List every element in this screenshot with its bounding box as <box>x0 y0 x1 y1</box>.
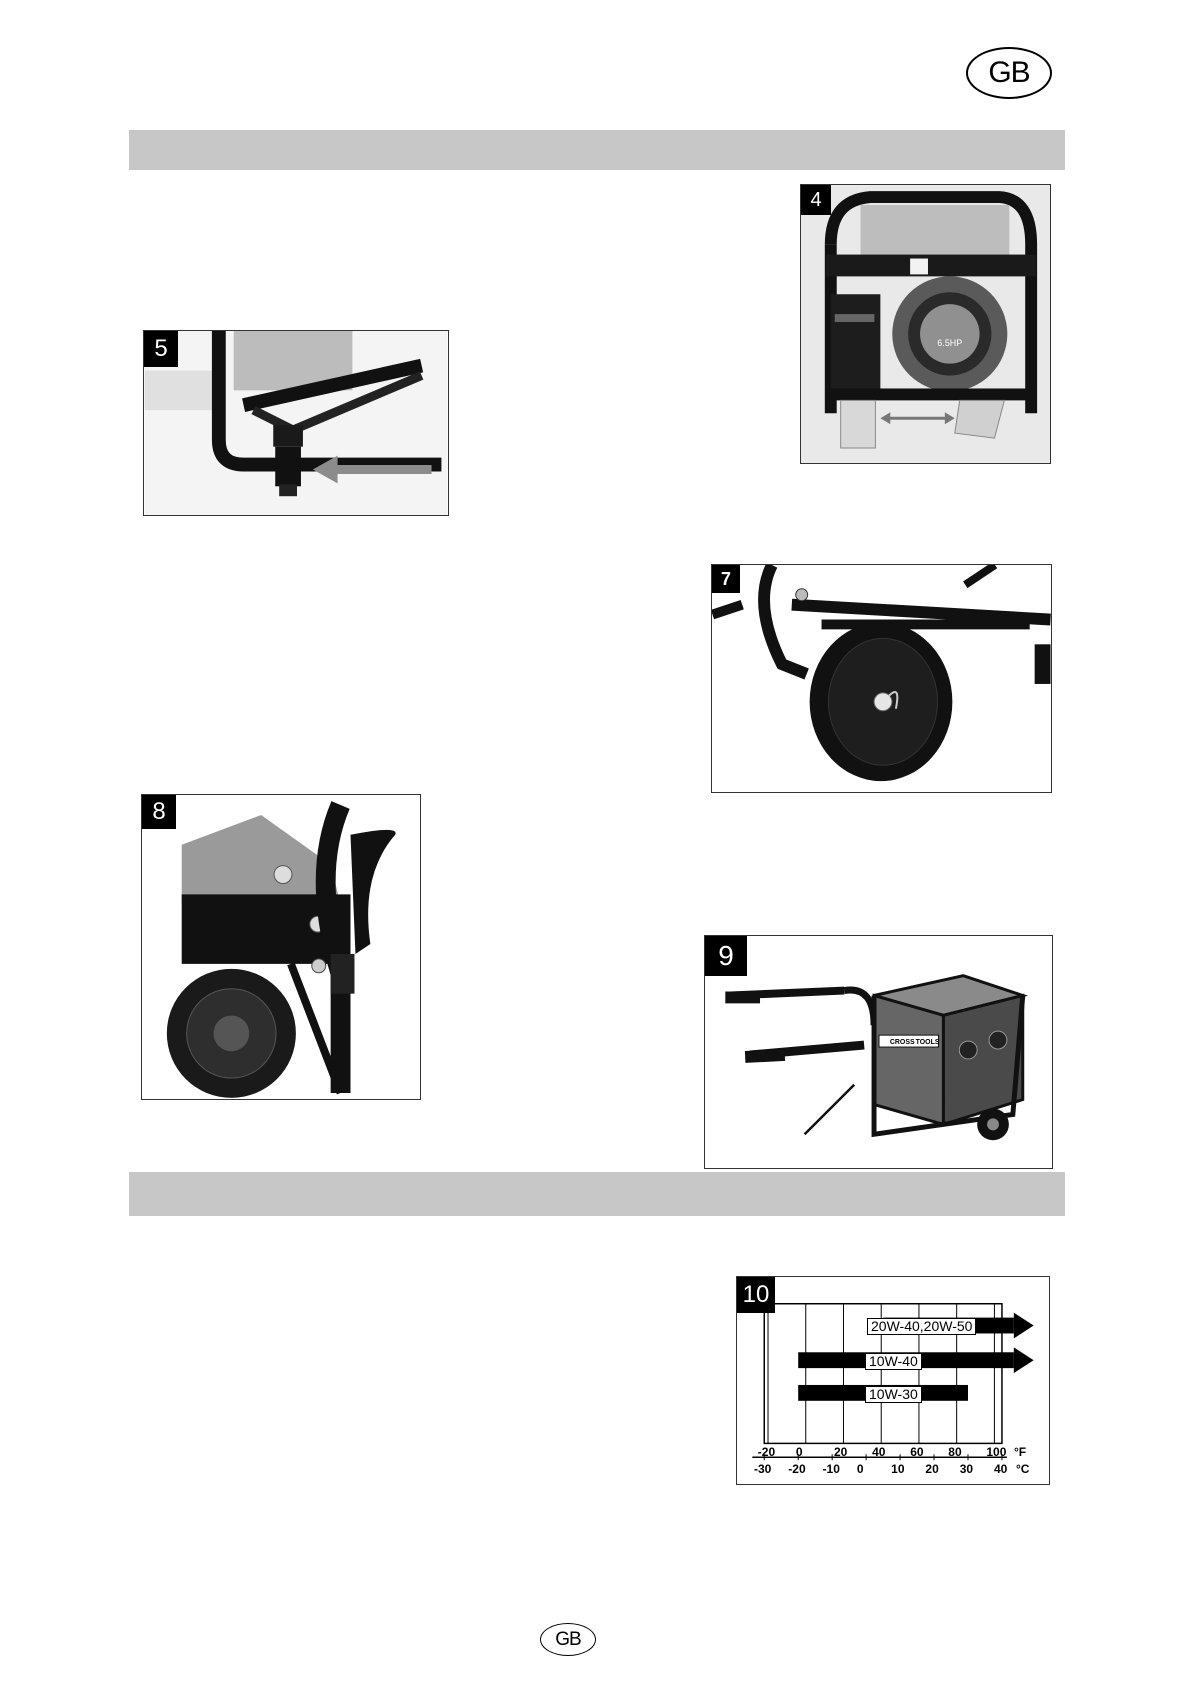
fahrenheit-tick-label: 0 <box>795 1445 803 1459</box>
section-header-bar <box>129 130 1065 170</box>
figure-number: 9 <box>705 936 747 976</box>
celsius-tick-label: 30 <box>959 1462 974 1476</box>
handle-mount-illustration <box>142 795 420 1099</box>
language-badge: GB <box>966 47 1052 99</box>
celsius-tick-label: -10 <box>822 1462 840 1476</box>
fahrenheit-tick-label: 20 <box>834 1445 848 1459</box>
figure-10-oil-viscosity-chart <box>736 1276 1050 1485</box>
celsius-tick-label: 10 <box>891 1462 905 1476</box>
figure-7-wheel <box>711 564 1052 793</box>
generator-front-illustration <box>801 185 1050 463</box>
section-header-bar <box>129 1172 1065 1216</box>
fahrenheit-unit-label: °F <box>1014 1445 1027 1459</box>
viscosity-grade-label: 10W-40 <box>865 1353 922 1370</box>
celsius-tick-label: -20 <box>788 1462 806 1476</box>
complete-generator-illustration <box>705 936 1052 1168</box>
figure-number: 4 <box>801 185 831 215</box>
viscosity-grade-label: 10W-30 <box>865 1386 922 1403</box>
fahrenheit-tick-label: 60 <box>910 1445 924 1459</box>
wheel-illustration <box>712 565 1051 792</box>
figure-number: 10 <box>737 1277 775 1313</box>
engine-label: 6.5HP <box>937 337 963 348</box>
figure-number: 8 <box>142 795 176 829</box>
fahrenheit-tick-label: 40 <box>872 1445 886 1459</box>
figure-8-handle-mount <box>141 794 421 1100</box>
figure-number: 5 <box>144 331 178 367</box>
open-range-arrow <box>1014 1347 1034 1373</box>
celsius-unit-label: °C <box>1016 1462 1030 1476</box>
fahrenheit-tick-label: 80 <box>948 1445 962 1459</box>
footer-language-badge: GB <box>540 1623 596 1656</box>
brand-label: CROSS <box>889 1039 915 1047</box>
figure-number: 7 <box>712 565 740 593</box>
brand-label: TOOLS <box>915 1039 940 1047</box>
fahrenheit-tick-label: -20 <box>757 1445 776 1459</box>
support-foot-illustration <box>144 331 448 515</box>
celsius-tick-label: 40 <box>994 1462 1008 1476</box>
viscosity-grade-label: 20W-40,20W-50 <box>867 1318 976 1335</box>
celsius-tick-label: 0 <box>856 1462 864 1476</box>
figure-5-support-foot <box>143 330 449 516</box>
celsius-tick-label: -30 <box>754 1462 772 1476</box>
celsius-tick-label: 20 <box>925 1462 939 1476</box>
fahrenheit-tick-label: 100 <box>986 1445 1007 1459</box>
open-range-arrow <box>1014 1313 1034 1339</box>
figure-9-complete-generator <box>704 935 1053 1169</box>
figure-4-generator-front <box>800 184 1051 464</box>
